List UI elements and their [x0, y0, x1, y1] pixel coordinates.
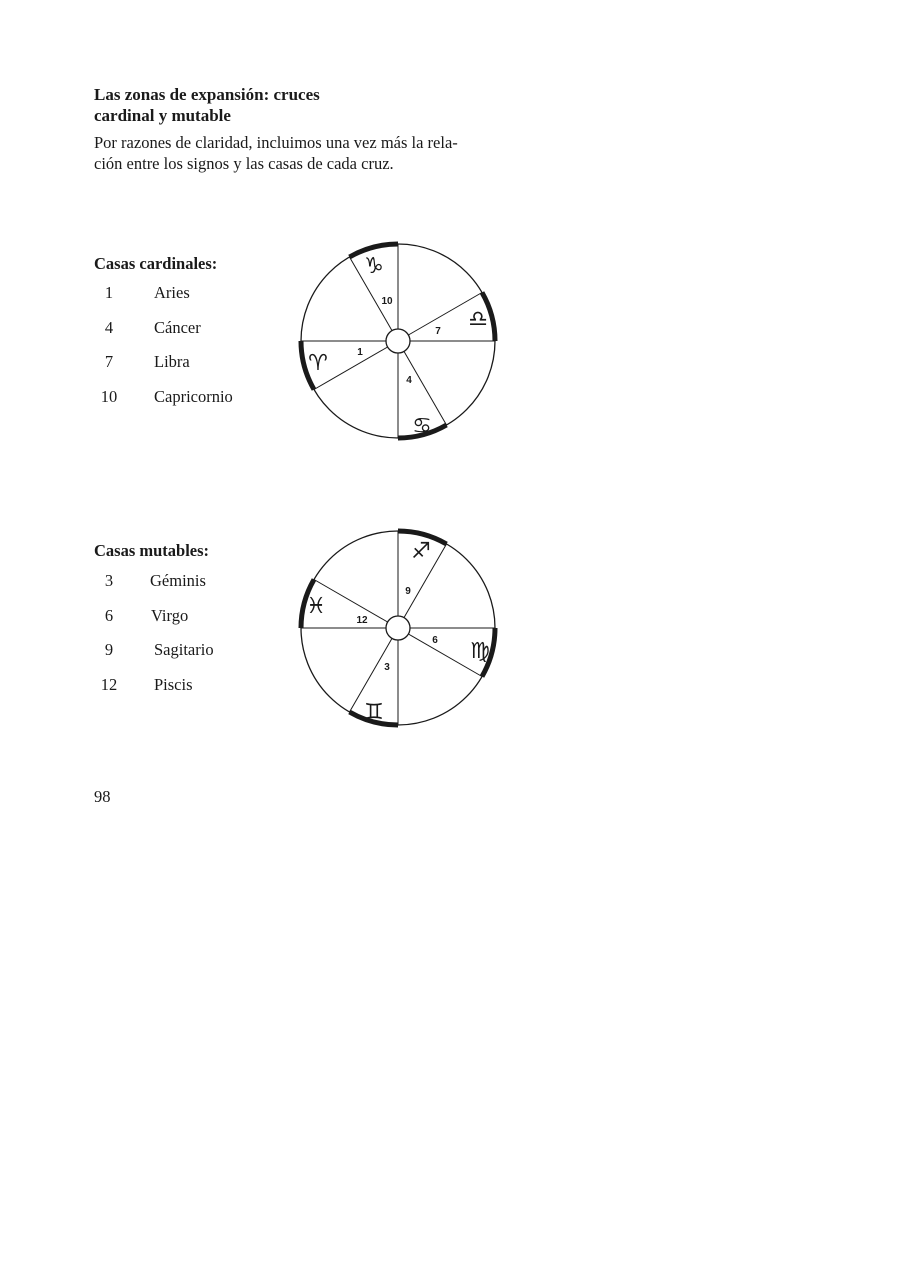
- section-heading-line-2: cardinal y mutable: [94, 106, 231, 125]
- list-item: [94, 571, 294, 606]
- mutable-houses-list: [94, 571, 294, 709]
- sign-name: Sagitario: [154, 640, 214, 659]
- sign-name: Libra: [154, 352, 190, 371]
- capricorn-icon: ♑: [364, 254, 384, 279]
- house-number: 10: [100, 386, 118, 406]
- intro-line-1: Por razones de claridad, incluimos una vez más la rela-: [94, 133, 458, 152]
- house-number: 4: [104, 317, 114, 337]
- list-item: [94, 352, 294, 387]
- sagittarius-icon: ♐: [411, 539, 431, 564]
- wheel-center-circle: [386, 616, 410, 640]
- list-item: [94, 283, 294, 318]
- house-label-10: 10: [381, 296, 393, 307]
- virgo-icon: ♍: [470, 639, 490, 664]
- house-label-9: 9: [405, 586, 411, 597]
- list-item: [94, 606, 294, 641]
- aries-icon: ♈: [308, 351, 328, 376]
- section-heading: [94, 84, 514, 126]
- cardinal-wheel-diagram: [297, 240, 499, 442]
- list-item: [94, 640, 294, 675]
- cardinal-houses-wheel: [297, 240, 499, 442]
- house-number: 1: [104, 283, 114, 302]
- house-number: 9: [104, 640, 114, 659]
- sign-name: Virgo: [151, 605, 189, 625]
- intro-line-2: ción entre los signos y las casas de cada cruz.: [94, 154, 394, 173]
- page-number: 98: [94, 787, 111, 806]
- house-number: 6: [104, 605, 114, 625]
- sign-name: Piscis: [154, 674, 193, 694]
- cardinal-houses-list: [94, 283, 294, 421]
- mutable-houses-wheel: [297, 527, 499, 729]
- list-item: [94, 675, 294, 710]
- cancer-icon: ♋: [412, 414, 432, 439]
- house-number: 12: [100, 674, 118, 694]
- list-item: [94, 387, 294, 422]
- pisces-icon: ♓: [306, 594, 326, 619]
- house-label-1: 1: [357, 347, 363, 358]
- libra-icon: ♎: [468, 307, 488, 332]
- gemini-icon: ♊: [364, 700, 384, 725]
- house-label-12: 12: [356, 615, 368, 626]
- intro-paragraph: [94, 132, 514, 174]
- house-number: 3: [104, 571, 114, 590]
- house-label-6: 6: [432, 635, 438, 646]
- mutable-wheel-diagram: [297, 527, 499, 729]
- section-heading-line-1: Las zonas de expansión: cruces: [94, 85, 320, 104]
- mutable-houses-title: Casas mutables:: [94, 541, 210, 560]
- house-label-3: 3: [384, 662, 390, 673]
- sign-name: Géminis: [150, 571, 206, 590]
- wheel-center-circle: [386, 329, 410, 353]
- list-item: [94, 318, 294, 353]
- sign-name: Capricornio: [154, 386, 233, 406]
- house-number: 7: [104, 352, 114, 371]
- sign-name: Aries: [154, 283, 190, 302]
- cardinal-houses-title: Casas cardinales:: [94, 254, 218, 273]
- house-label-4: 4: [406, 375, 412, 386]
- sign-name: Cáncer: [154, 317, 201, 337]
- house-label-7: 7: [435, 326, 441, 337]
